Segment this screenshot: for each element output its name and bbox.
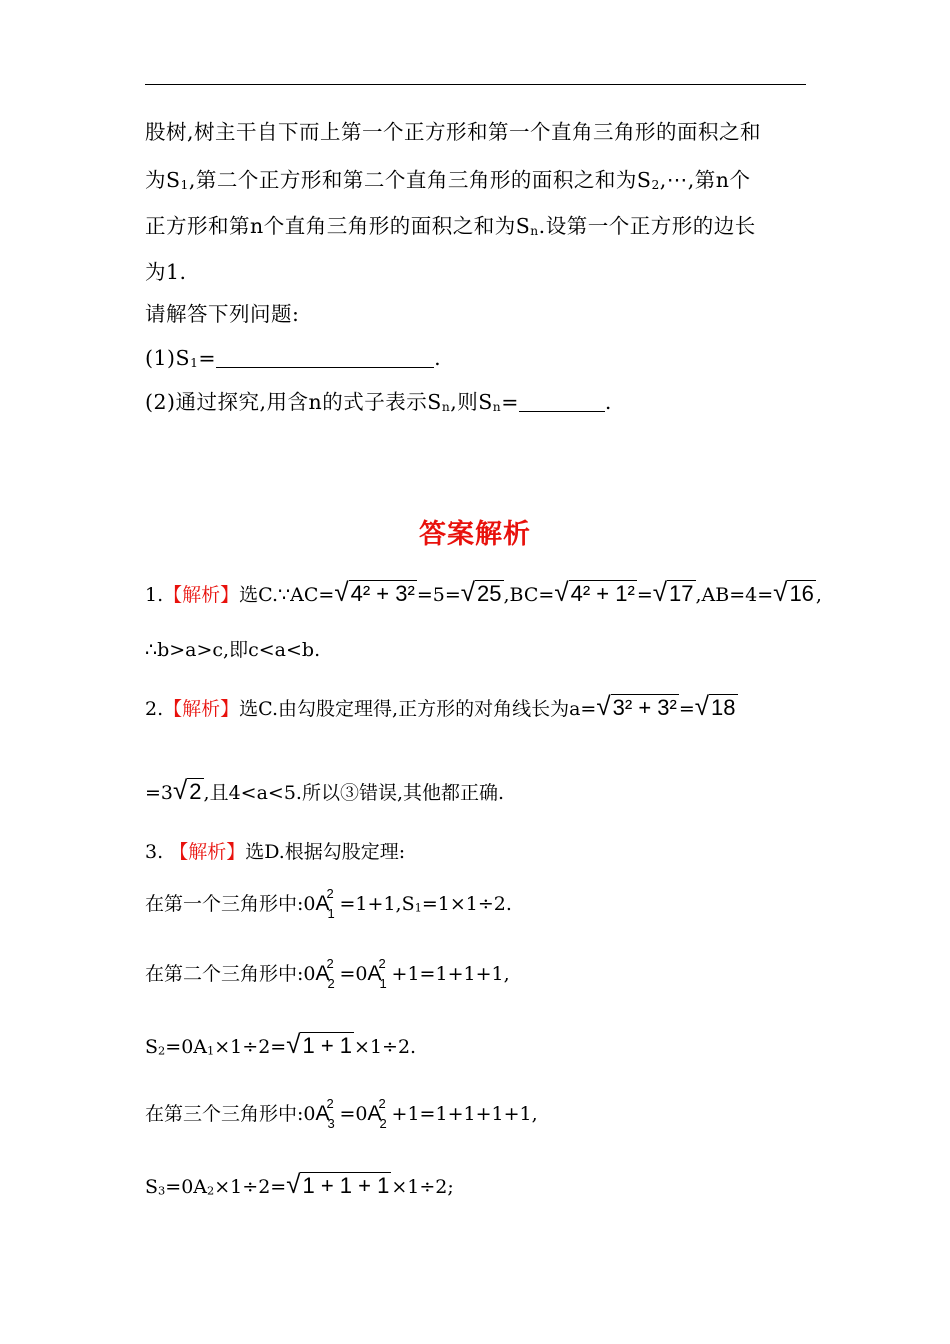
oa-squared: A 2 1 — [367, 956, 387, 991]
analysis-tag: 【解析】 — [169, 841, 246, 863]
answer-blank-1[interactable] — [216, 347, 434, 368]
answer-2-line-2: =3√2 ,且4<a<5.所以③错误,其他都正确. — [145, 775, 505, 805]
answer-1-line-2: ∴b>a>c,即c<a<b. — [145, 639, 321, 661]
oa-squared: A 2 2 — [367, 1096, 387, 1131]
answer-2-line-1: 2.【解析】选C.由勾股定理得,正方形的对角线长为a=√3² + 3² =√18 — [145, 691, 736, 721]
answer-1-line-1: 1.【解析】选C.∵AC=√4² + 3² =5=√25 ,BC=√4² + 1² =√17 ,AB=4=√16 , — [145, 577, 822, 607]
answer-blank-2[interactable] — [519, 391, 605, 412]
answer-heading: 答案解析 — [419, 519, 531, 550]
oa-squared: A 2 1 — [315, 886, 335, 921]
problem-line-2: 为$S_1$,第二个正方形和第二个直角三角形的面积之和为$S_2,\cdots$,第n个 — [145, 168, 751, 192]
answer-3-line-2: 在第一个三角形中:0A 2 1 $=1+1,S_1=1\times 1\div 2$. — [145, 886, 512, 921]
sqrt-expression: √25 — [460, 577, 502, 607]
question-1: $(1)S_1=$ . — [145, 346, 442, 370]
sqrt-expression: √1 + 1 + 1 — [286, 1169, 390, 1199]
answer-3-line-5: 在第三个三角形中:0A 2 3 =0A 2 2 +1=1+1+1+1, — [145, 1096, 538, 1131]
sqrt-expression: √16 — [773, 577, 814, 607]
oa-squared: A 2 2 — [315, 956, 335, 991]
sqrt-expression: √4² + 3² — [334, 577, 415, 607]
sqrt-expression: √4² + 1² — [554, 577, 635, 607]
problem-line-3: 正方形和第n个直角三角形的面积之和为$S_n$.设第一个正方形的边长 — [145, 214, 756, 238]
analysis-tag: 【解析】 — [163, 584, 240, 606]
analysis-tag: 【解析】 — [163, 698, 240, 720]
question-2: (2)通过探究,用含n的式子表示$S_n$,则$S_n=$ . — [145, 390, 612, 414]
sqrt-expression: √3² + 3² — [596, 691, 677, 721]
answer-3-line-3: 在第二个三角形中:0A 2 2 =0A 2 1 +1=1+1+1, — [145, 956, 510, 991]
answer-3-line-6: $S_3=0A_2\times 1\div 2=√1 + 1 + 1 \times 1\div 2$; — [145, 1169, 454, 1199]
answer-3-line-4: $S_2=0A_1\times 1\div 2=√1 + 1 \times 1\div 2$. — [145, 1029, 417, 1059]
sqrt-expression: √18 — [694, 691, 736, 721]
header-rule — [145, 84, 806, 85]
answer-3-line-1: 3. 【解析】选D.根据勾股定理: — [145, 841, 406, 863]
sqrt-expression: √1 + 1 — [286, 1029, 353, 1059]
sqrt-expression: √2 — [173, 775, 202, 805]
problem-line-4: 为1. — [145, 260, 187, 284]
sqrt-expression: √17 — [652, 577, 694, 607]
oa-squared: A 2 3 — [315, 1096, 335, 1131]
problem-prompt: 请解答下列问题: — [145, 302, 300, 326]
problem-line-1: 股树,树主干自下而上第一个正方形和第一个直角三角形的面积之和 — [145, 120, 762, 144]
